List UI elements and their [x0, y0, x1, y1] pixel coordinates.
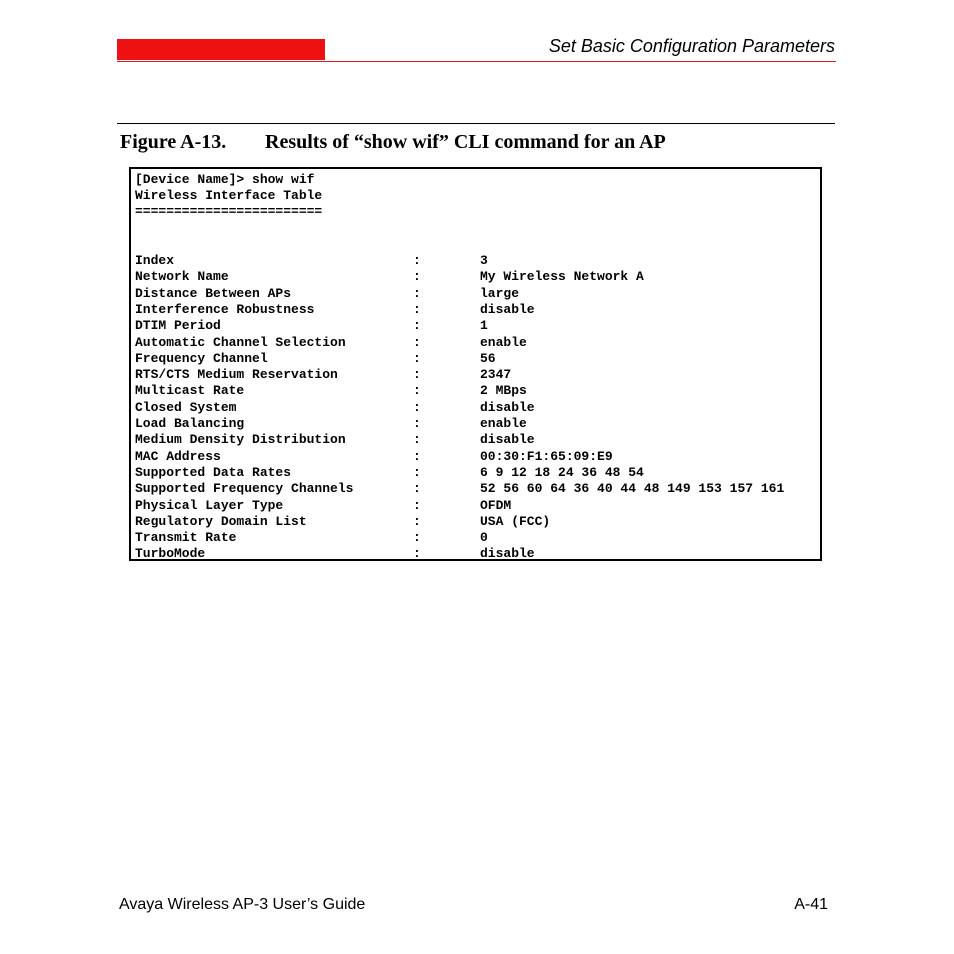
row-value: 1	[480, 318, 488, 334]
row-separator: :	[413, 513, 421, 529]
row-separator: :	[413, 497, 421, 513]
row-key: Regulatory Domain List	[135, 513, 307, 529]
row-key: Load Balancing	[135, 416, 245, 431]
row-separator: :	[413, 350, 421, 366]
row-value: enable	[480, 416, 527, 431]
row-separator: :	[413, 301, 421, 317]
row-value: disable	[480, 399, 535, 415]
row-value: OFDM	[480, 497, 512, 513]
row-separator: :	[413, 383, 421, 399]
page-header-title: Set Basic Configuration Parameters	[548, 36, 835, 56]
row-separator: :	[413, 269, 421, 285]
cli-command-prompt: [Device Name]> show wif	[135, 172, 315, 187]
row-value: enable	[480, 334, 527, 350]
row-value: 0	[480, 530, 488, 546]
row-separator: :	[413, 546, 421, 562]
row-separator: :	[413, 416, 421, 431]
row-value: disable	[480, 432, 535, 448]
row-value: disable	[480, 546, 535, 562]
row-separator: :	[413, 481, 421, 497]
row-key: Physical Layer Type	[135, 497, 284, 513]
row-key: Automatic Channel Selection	[135, 334, 346, 350]
cli-output-screenshot	[129, 167, 822, 561]
row-value: USA (FCC)	[480, 513, 551, 529]
row-separator: :	[413, 253, 421, 268]
row-key: TurboMode	[135, 546, 206, 562]
row-key: Closed System	[135, 399, 237, 415]
row-value: disable	[480, 301, 535, 317]
header-rule	[117, 61, 836, 62]
figure-caption	[120, 131, 666, 154]
row-key: Supported Data Rates	[135, 464, 292, 480]
row-value: 00:30:F1:65:09:E9	[480, 448, 613, 464]
row-value: My Wireless Network A	[480, 269, 644, 285]
row-key: Supported Frequency Channels	[135, 481, 354, 497]
row-value: 6 9 12 18 24 36 48 54	[480, 464, 644, 480]
row-key: Network Name	[135, 269, 229, 285]
footer-page-number: A-41	[794, 896, 828, 913]
row-key: DTIM Period	[135, 318, 221, 334]
row-value: large	[480, 285, 520, 301]
footer-guide-title: Avaya Wireless AP-3 User’s Guide	[119, 896, 366, 913]
row-separator: :	[413, 318, 421, 334]
row-key: Medium Density Distribution	[135, 432, 346, 448]
row-separator: :	[413, 448, 421, 464]
row-value: 56	[480, 350, 496, 366]
row-separator: :	[413, 432, 421, 448]
cli-table-title: Wireless Interface Table	[135, 188, 323, 203]
row-key: Distance Between APs	[135, 285, 292, 301]
section-divider	[117, 123, 835, 124]
row-key: RTS/CTS Medium Reservation	[135, 367, 338, 383]
figure-number: Figure A-13.	[120, 131, 227, 153]
row-separator: :	[413, 367, 421, 383]
row-value: 2347	[480, 367, 512, 383]
row-key: Interference Robustness	[135, 301, 315, 317]
cli-separator: ========================	[135, 204, 323, 219]
row-key: Frequency Channel	[135, 350, 268, 366]
row-separator: :	[413, 530, 421, 546]
row-separator: :	[413, 399, 421, 415]
row-key: Multicast Rate	[135, 383, 245, 399]
row-key: Transmit Rate	[135, 530, 237, 546]
row-value: 52 56 60 64 36 40 44 48 149 153 157 161	[480, 481, 785, 497]
row-separator: :	[413, 334, 421, 350]
header-accent-bar	[117, 39, 325, 60]
row-value: 2 MBps	[480, 383, 527, 399]
row-value: 3	[480, 253, 488, 268]
row-separator: :	[413, 464, 421, 480]
figure-caption-text: Results of “show wif” CLI command for an AP	[265, 131, 666, 153]
row-separator: :	[413, 285, 421, 301]
row-key: MAC Address	[135, 448, 221, 464]
row-key: Index	[135, 253, 175, 268]
